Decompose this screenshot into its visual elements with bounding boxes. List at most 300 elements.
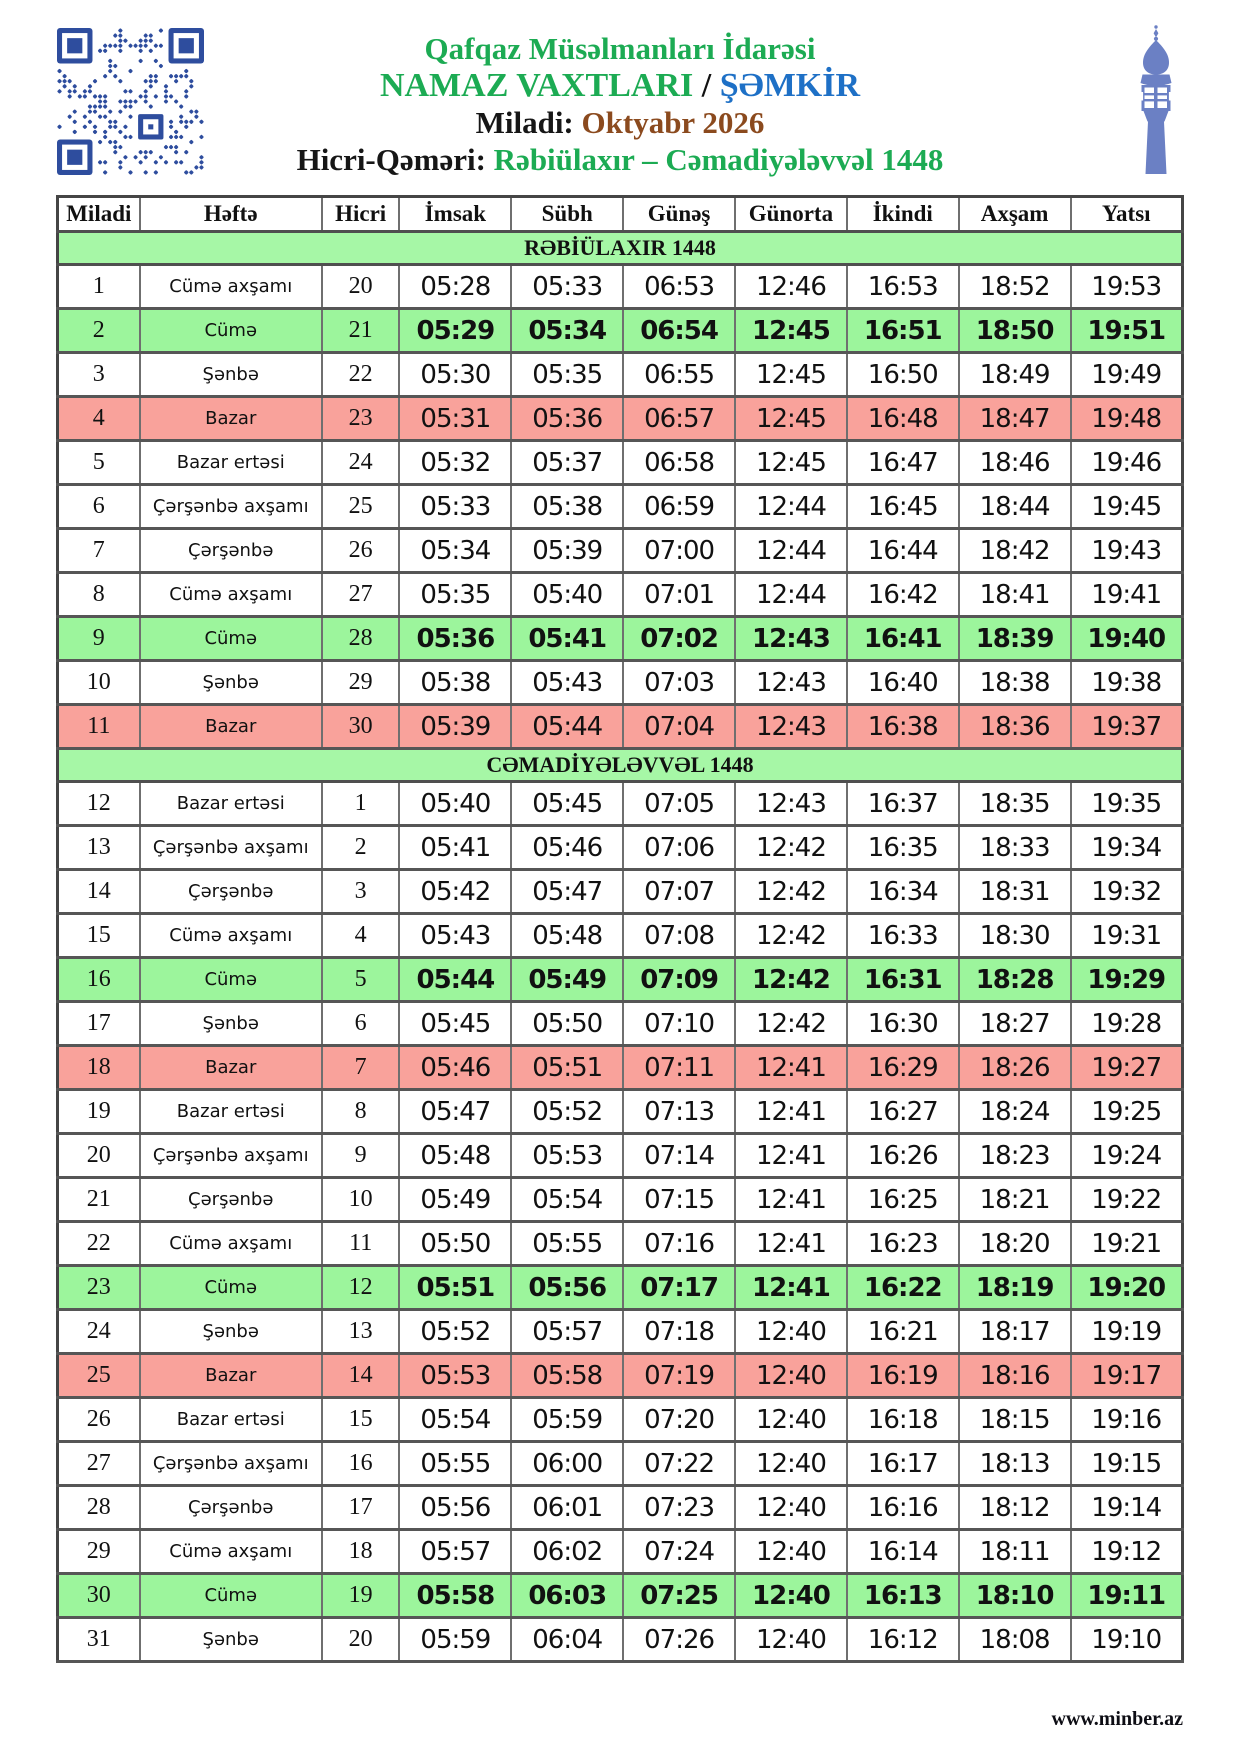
time-cell: 07:24	[623, 1530, 735, 1574]
miladi-cell: 20	[58, 1134, 140, 1178]
time-cell: 19:24	[1071, 1134, 1183, 1178]
time-cell: 06:00	[511, 1442, 623, 1486]
table-row	[58, 1266, 1183, 1310]
miladi-value: Oktyabr 2026	[581, 105, 765, 140]
time-cell: 18:20	[959, 1222, 1071, 1266]
section-title: CƏMADİYƏLƏVVƏL 1448	[58, 749, 1183, 782]
weekday-cell: Bazar ertəsi	[140, 1090, 322, 1134]
time-cell: 19:16	[1071, 1398, 1183, 1442]
time-cell: 07:17	[623, 1266, 735, 1310]
time-cell: 05:43	[399, 914, 511, 958]
miladi-cell: 25	[58, 1354, 140, 1398]
page-header	[0, 0, 1240, 195]
time-cell: 05:44	[399, 958, 511, 1002]
time-cell: 07:19	[623, 1354, 735, 1398]
time-cell: 19:49	[1071, 353, 1183, 397]
title-block	[215, 30, 1025, 179]
hicri-value: Rəbiülaxır – Cəmadiyələvvəl 1448	[493, 142, 944, 177]
time-cell: 16:26	[847, 1134, 959, 1178]
time-cell: 16:14	[847, 1530, 959, 1574]
time-cell: 18:41	[959, 573, 1071, 617]
miladi-cell: 7	[58, 529, 140, 573]
qr-code-icon	[57, 28, 204, 175]
time-cell: 19:12	[1071, 1530, 1183, 1574]
time-cell: 18:30	[959, 914, 1071, 958]
weekday-cell: Çərşənbə	[140, 529, 322, 573]
time-cell: 05:34	[399, 529, 511, 573]
hicri-cell: 9	[322, 1134, 400, 1178]
time-cell: 18:17	[959, 1310, 1071, 1354]
time-cell: 05:36	[511, 397, 623, 441]
time-cell: 16:18	[847, 1398, 959, 1442]
time-cell: 18:13	[959, 1442, 1071, 1486]
time-cell: 05:53	[511, 1134, 623, 1178]
column-header: Günəş	[623, 197, 735, 232]
table-row	[58, 1134, 1183, 1178]
time-cell: 16:38	[847, 705, 959, 749]
time-cell: 05:28	[399, 265, 511, 309]
weekday-cell: Bazar ertəsi	[140, 782, 322, 826]
hicri-cell: 30	[322, 705, 400, 749]
table-row	[58, 1046, 1183, 1090]
time-cell: 19:28	[1071, 1002, 1183, 1046]
time-cell: 16:34	[847, 870, 959, 914]
hicri-cell: 2	[322, 826, 400, 870]
time-cell: 16:40	[847, 661, 959, 705]
miladi-cell: 11	[58, 705, 140, 749]
page-title-main: NAMAZ VAXTLARI	[379, 67, 694, 104]
time-cell: 05:37	[511, 441, 623, 485]
time-cell: 05:55	[399, 1442, 511, 1486]
hicri-cell: 28	[322, 617, 400, 661]
miladi-cell: 9	[58, 617, 140, 661]
time-cell: 19:41	[1071, 573, 1183, 617]
miladi-cell: 29	[58, 1530, 140, 1574]
time-cell: 07:23	[623, 1486, 735, 1530]
weekday-cell: Çərşənbə	[140, 1486, 322, 1530]
time-cell: 12:43	[735, 782, 847, 826]
table-row	[58, 617, 1183, 661]
time-cell: 12:42	[735, 958, 847, 1002]
weekday-cell: Bazar ertəsi	[140, 441, 322, 485]
table-row	[58, 485, 1183, 529]
time-cell: 07:04	[623, 705, 735, 749]
time-cell: 12:43	[735, 661, 847, 705]
time-cell: 18:33	[959, 826, 1071, 870]
time-cell: 12:40	[735, 1398, 847, 1442]
weekday-cell: Cümə	[140, 958, 322, 1002]
time-cell: 05:52	[511, 1090, 623, 1134]
time-cell: 05:50	[511, 1002, 623, 1046]
time-cell: 16:27	[847, 1090, 959, 1134]
time-cell: 05:57	[511, 1310, 623, 1354]
hicri-cell: 6	[322, 1002, 400, 1046]
time-cell: 07:18	[623, 1310, 735, 1354]
time-cell: 16:45	[847, 485, 959, 529]
time-cell: 19:51	[1071, 309, 1183, 353]
time-cell: 07:08	[623, 914, 735, 958]
time-cell: 12:40	[735, 1442, 847, 1486]
miladi-cell: 2	[58, 309, 140, 353]
time-cell: 19:21	[1071, 1222, 1183, 1266]
time-cell: 18:16	[959, 1354, 1071, 1398]
time-cell: 06:58	[623, 441, 735, 485]
column-header: İmsak	[399, 197, 511, 232]
weekday-cell: Bazar	[140, 705, 322, 749]
time-cell: 16:13	[847, 1574, 959, 1618]
weekday-cell: Bazar ertəsi	[140, 1398, 322, 1442]
table-row	[58, 1310, 1183, 1354]
table-row	[58, 1442, 1183, 1486]
miladi-cell: 5	[58, 441, 140, 485]
time-cell: 12:45	[735, 309, 847, 353]
weekday-cell: Cümə axşamı	[140, 1222, 322, 1266]
hicri-cell: 27	[322, 573, 400, 617]
time-cell: 05:35	[511, 353, 623, 397]
time-cell: 19:40	[1071, 617, 1183, 661]
time-cell: 05:57	[399, 1530, 511, 1574]
miladi-cell: 26	[58, 1398, 140, 1442]
hicri-cell: 20	[322, 265, 400, 309]
weekday-cell: Şənbə	[140, 1002, 322, 1046]
hicri-cell: 23	[322, 397, 400, 441]
miladi-cell: 3	[58, 353, 140, 397]
time-cell: 05:51	[511, 1046, 623, 1090]
hicri-cell: 24	[322, 441, 400, 485]
time-cell: 07:03	[623, 661, 735, 705]
hicri-cell: 15	[322, 1398, 400, 1442]
weekday-cell: Çərşənbə	[140, 870, 322, 914]
time-cell: 18:21	[959, 1178, 1071, 1222]
miladi-cell: 12	[58, 782, 140, 826]
hicri-cell: 12	[322, 1266, 400, 1310]
time-cell: 18:10	[959, 1574, 1071, 1618]
hicri-label: Hicri-Qəməri:	[296, 142, 486, 177]
time-cell: 05:55	[511, 1222, 623, 1266]
miladi-cell: 27	[58, 1442, 140, 1486]
time-cell: 16:12	[847, 1618, 959, 1662]
time-cell: 18:44	[959, 485, 1071, 529]
weekday-cell: Şənbə	[140, 1310, 322, 1354]
section-header-row	[58, 749, 1183, 782]
time-cell: 05:58	[511, 1354, 623, 1398]
time-cell: 19:19	[1071, 1310, 1183, 1354]
table-row	[58, 1354, 1183, 1398]
time-cell: 18:23	[959, 1134, 1071, 1178]
time-cell: 05:59	[511, 1398, 623, 1442]
time-cell: 19:34	[1071, 826, 1183, 870]
time-cell: 16:33	[847, 914, 959, 958]
time-cell: 19:15	[1071, 1442, 1183, 1486]
time-cell: 05:46	[511, 826, 623, 870]
miladi-cell: 6	[58, 485, 140, 529]
time-cell: 05:44	[511, 705, 623, 749]
hicri-cell: 10	[322, 1178, 400, 1222]
miladi-cell: 18	[58, 1046, 140, 1090]
time-cell: 07:20	[623, 1398, 735, 1442]
miladi-cell: 30	[58, 1574, 140, 1618]
weekday-cell: Cümə	[140, 1266, 322, 1310]
time-cell: 07:22	[623, 1442, 735, 1486]
table-row	[58, 914, 1183, 958]
time-cell: 16:16	[847, 1486, 959, 1530]
time-cell: 07:06	[623, 826, 735, 870]
time-cell: 16:19	[847, 1354, 959, 1398]
time-cell: 05:50	[399, 1222, 511, 1266]
table-row	[58, 573, 1183, 617]
weekday-cell: Bazar	[140, 1354, 322, 1398]
column-header: Sübh	[511, 197, 623, 232]
time-cell: 18:15	[959, 1398, 1071, 1442]
time-cell: 05:46	[399, 1046, 511, 1090]
time-cell: 05:49	[399, 1178, 511, 1222]
table-row	[58, 1618, 1183, 1662]
time-cell: 18:38	[959, 661, 1071, 705]
time-cell: 18:47	[959, 397, 1071, 441]
time-cell: 07:09	[623, 958, 735, 1002]
time-cell: 12:45	[735, 353, 847, 397]
time-cell: 05:40	[399, 782, 511, 826]
time-cell: 07:01	[623, 573, 735, 617]
time-cell: 16:30	[847, 1002, 959, 1046]
time-cell: 12:40	[735, 1354, 847, 1398]
time-cell: 19:11	[1071, 1574, 1183, 1618]
time-cell: 12:44	[735, 573, 847, 617]
time-cell: 12:41	[735, 1266, 847, 1310]
organization-title: Qafqaz Müsəlmanları İdarəsi	[424, 31, 816, 66]
time-cell: 05:47	[399, 1090, 511, 1134]
weekday-cell: Cümə	[140, 1574, 322, 1618]
weekday-cell: Çərşənbə	[140, 1178, 322, 1222]
time-cell: 07:16	[623, 1222, 735, 1266]
time-cell: 05:54	[511, 1178, 623, 1222]
table-row	[58, 782, 1183, 826]
table-header-row	[58, 197, 1183, 232]
column-header: Axşam	[959, 197, 1071, 232]
website-text: www.minber.az	[1051, 1708, 1183, 1730]
time-cell: 05:36	[399, 617, 511, 661]
table-row	[58, 1530, 1183, 1574]
time-cell: 05:38	[399, 661, 511, 705]
section-header-row	[58, 232, 1183, 265]
time-cell: 12:41	[735, 1178, 847, 1222]
column-header: Yatsı	[1071, 197, 1183, 232]
weekday-cell: Çərşənbə axşamı	[140, 1442, 322, 1486]
time-cell: 19:46	[1071, 441, 1183, 485]
time-cell: 12:43	[735, 617, 847, 661]
time-cell: 12:42	[735, 826, 847, 870]
time-cell: 16:42	[847, 573, 959, 617]
time-cell: 05:59	[399, 1618, 511, 1662]
miladi-cell: 13	[58, 826, 140, 870]
miladi-cell: 23	[58, 1266, 140, 1310]
time-cell: 05:33	[399, 485, 511, 529]
hicri-cell: 13	[322, 1310, 400, 1354]
time-cell: 12:42	[735, 870, 847, 914]
miladi-cell: 10	[58, 661, 140, 705]
time-cell: 06:03	[511, 1574, 623, 1618]
time-cell: 19:14	[1071, 1486, 1183, 1530]
time-cell: 05:41	[399, 826, 511, 870]
miladi-cell: 31	[58, 1618, 140, 1662]
time-cell: 05:48	[399, 1134, 511, 1178]
time-cell: 12:41	[735, 1090, 847, 1134]
hicri-cell: 8	[322, 1090, 400, 1134]
minaret-icon	[1128, 24, 1184, 174]
time-cell: 12:45	[735, 441, 847, 485]
time-cell: 05:34	[511, 309, 623, 353]
time-cell: 19:25	[1071, 1090, 1183, 1134]
time-cell: 16:31	[847, 958, 959, 1002]
time-cell: 12:40	[735, 1486, 847, 1530]
weekday-cell: Cümə axşamı	[140, 573, 322, 617]
time-cell: 16:44	[847, 529, 959, 573]
time-cell: 18:19	[959, 1266, 1071, 1310]
table-head	[58, 197, 1183, 232]
miladi-cell: 8	[58, 573, 140, 617]
time-cell: 18:31	[959, 870, 1071, 914]
hicri-cell: 29	[322, 661, 400, 705]
time-cell: 16:53	[847, 265, 959, 309]
column-header: Həftə	[140, 197, 322, 232]
time-cell: 19:53	[1071, 265, 1183, 309]
time-cell: 18:27	[959, 1002, 1071, 1046]
miladi-cell: 21	[58, 1178, 140, 1222]
time-cell: 07:25	[623, 1574, 735, 1618]
time-cell: 16:50	[847, 353, 959, 397]
miladi-cell: 16	[58, 958, 140, 1002]
time-cell: 19:37	[1071, 705, 1183, 749]
time-cell: 18:36	[959, 705, 1071, 749]
time-cell: 05:53	[399, 1354, 511, 1398]
miladi-cell: 22	[58, 1222, 140, 1266]
time-cell: 05:58	[399, 1574, 511, 1618]
time-cell: 19:38	[1071, 661, 1183, 705]
time-cell: 18:42	[959, 529, 1071, 573]
time-cell: 12:44	[735, 485, 847, 529]
hicri-cell: 17	[322, 1486, 400, 1530]
miladi-cell: 1	[58, 265, 140, 309]
table-row	[58, 309, 1183, 353]
miladi-cell: 28	[58, 1486, 140, 1530]
table-row	[58, 826, 1183, 870]
weekday-cell: Cümə	[140, 309, 322, 353]
time-cell: 16:48	[847, 397, 959, 441]
time-cell: 05:48	[511, 914, 623, 958]
weekday-cell: Bazar	[140, 397, 322, 441]
time-cell: 19:20	[1071, 1266, 1183, 1310]
time-cell: 12:41	[735, 1222, 847, 1266]
time-cell: 07:02	[623, 617, 735, 661]
section-title: RƏBİÜLAXIR 1448	[58, 232, 1183, 265]
table-row	[58, 353, 1183, 397]
hicri-cell: 25	[322, 485, 400, 529]
time-cell: 19:48	[1071, 397, 1183, 441]
time-cell: 05:31	[399, 397, 511, 441]
table-row	[58, 265, 1183, 309]
column-header: Günorta	[735, 197, 847, 232]
weekday-cell: Cümə axşamı	[140, 265, 322, 309]
table-row	[58, 1574, 1183, 1618]
hicri-cell: 5	[322, 958, 400, 1002]
time-cell: 07:13	[623, 1090, 735, 1134]
time-cell: 12:40	[735, 1530, 847, 1574]
time-cell: 05:39	[399, 705, 511, 749]
weekday-cell: Şənbə	[140, 353, 322, 397]
miladi-cell: 4	[58, 397, 140, 441]
time-cell: 05:45	[399, 1002, 511, 1046]
time-cell: 07:26	[623, 1618, 735, 1662]
time-cell: 18:26	[959, 1046, 1071, 1090]
time-cell: 06:02	[511, 1530, 623, 1574]
table-row	[58, 441, 1183, 485]
hicri-cell: 11	[322, 1222, 400, 1266]
time-cell: 05:35	[399, 573, 511, 617]
weekday-cell: Çərşənbə axşamı	[140, 1134, 322, 1178]
time-cell: 05:33	[511, 265, 623, 309]
time-cell: 18:39	[959, 617, 1071, 661]
time-cell: 18:52	[959, 265, 1071, 309]
page-title	[215, 67, 1025, 105]
time-cell: 06:54	[623, 309, 735, 353]
time-cell: 05:29	[399, 309, 511, 353]
table-row	[58, 1090, 1183, 1134]
time-cell: 12:40	[735, 1310, 847, 1354]
miladi-line	[215, 105, 1025, 141]
hicri-cell: 14	[322, 1354, 400, 1398]
time-cell: 06:01	[511, 1486, 623, 1530]
miladi-cell: 19	[58, 1090, 140, 1134]
weekday-cell: Çərşənbə axşamı	[140, 485, 322, 529]
time-cell: 19:31	[1071, 914, 1183, 958]
time-cell: 19:45	[1071, 485, 1183, 529]
table-row	[58, 1178, 1183, 1222]
hicri-cell: 7	[322, 1046, 400, 1090]
time-cell: 05:51	[399, 1266, 511, 1310]
time-cell: 06:57	[623, 397, 735, 441]
weekday-cell: Cümə	[140, 617, 322, 661]
time-cell: 06:53	[623, 265, 735, 309]
weekday-cell: Şənbə	[140, 661, 322, 705]
time-cell: 18:11	[959, 1530, 1071, 1574]
time-cell: 18:49	[959, 353, 1071, 397]
time-cell: 16:21	[847, 1310, 959, 1354]
title-separator: /	[701, 67, 712, 104]
time-cell: 16:37	[847, 782, 959, 826]
hicri-cell: 1	[322, 782, 400, 826]
table-row	[58, 870, 1183, 914]
time-cell: 18:46	[959, 441, 1071, 485]
miladi-cell: 14	[58, 870, 140, 914]
column-header: Hicri	[322, 197, 400, 232]
time-cell: 19:17	[1071, 1354, 1183, 1398]
time-cell: 07:05	[623, 782, 735, 826]
weekday-cell: Çərşənbə axşamı	[140, 826, 322, 870]
time-cell: 07:10	[623, 1002, 735, 1046]
time-cell: 05:30	[399, 353, 511, 397]
time-cell: 05:47	[511, 870, 623, 914]
time-cell: 05:52	[399, 1310, 511, 1354]
time-cell: 12:46	[735, 265, 847, 309]
time-cell: 12:40	[735, 1574, 847, 1618]
time-cell: 05:40	[511, 573, 623, 617]
time-cell: 16:41	[847, 617, 959, 661]
miladi-cell: 17	[58, 1002, 140, 1046]
time-cell: 07:14	[623, 1134, 735, 1178]
hicri-cell: 19	[322, 1574, 400, 1618]
time-cell: 05:38	[511, 485, 623, 529]
weekday-cell: Bazar	[140, 1046, 322, 1090]
